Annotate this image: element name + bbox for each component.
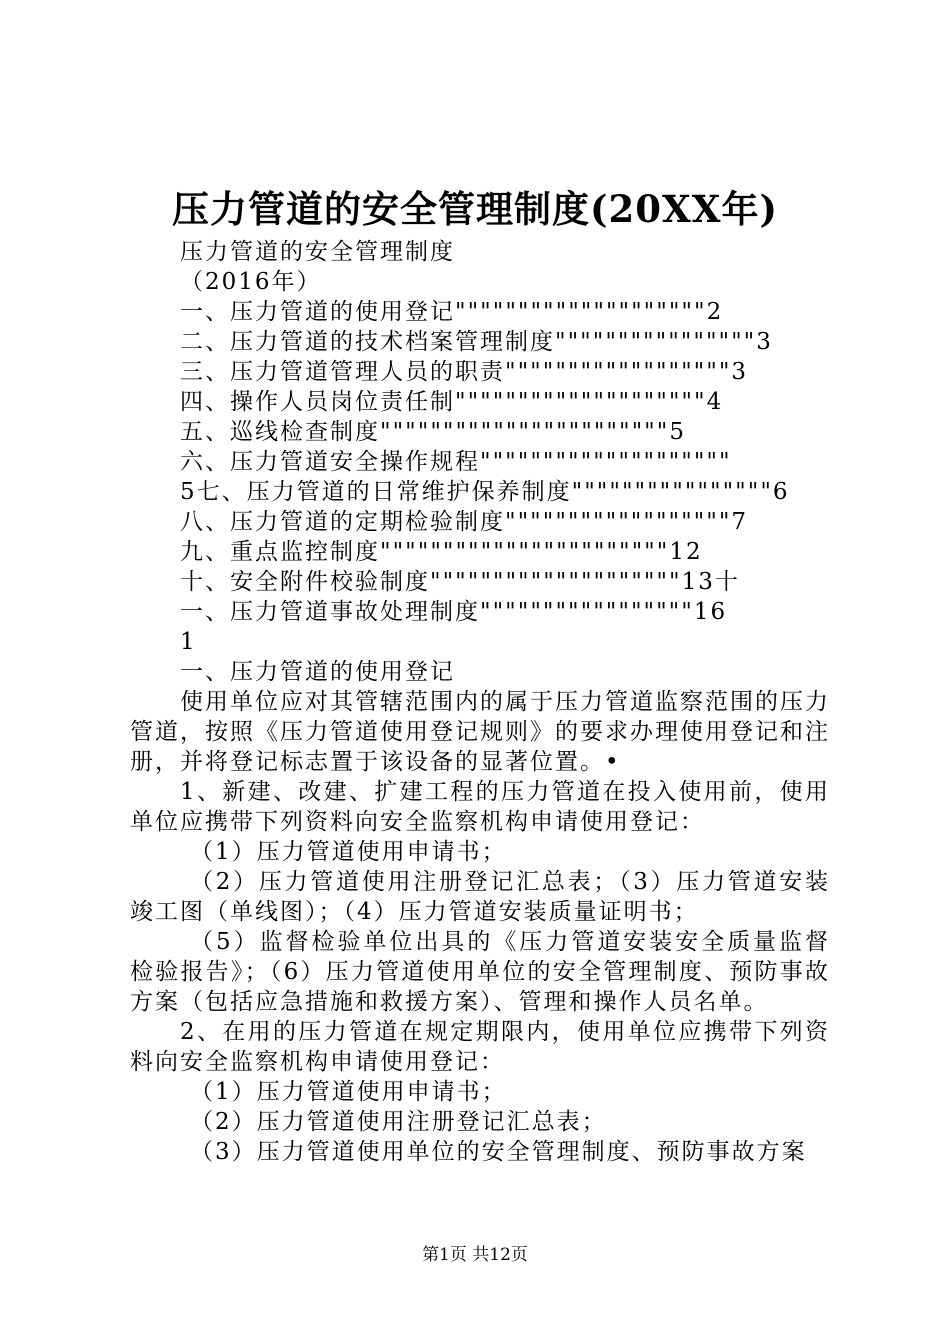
toc-item: 三、压力管道管理人员的职责""""""""""""""""""3 — [180, 359, 749, 385]
toc-item: 六、压力管道安全操作规程"""""""""""""""""""" — [180, 449, 732, 475]
document-subtitle: 压力管道的安全管理制度 — [180, 239, 455, 265]
list-item: （2）压力管道使用注册登记汇总表； — [190, 1109, 607, 1135]
toc-item: 二、压力管道的技术档案管理制度""""""""""""""""3 — [180, 329, 773, 355]
toc-item: 四、操作人员岗位责任制""""""""""""""""""""4 — [180, 389, 724, 415]
paragraph-in-use: 2、在用的压力管道在规定期限内，使用单位应携带下列资料向安全监察机构申请使用登记： — [130, 1019, 830, 1075]
toc-item: 八、压力管道的定期检验制度""""""""""""""""""7 — [180, 509, 749, 535]
page-footer: 第1页 共12页 — [422, 1245, 528, 1265]
list-item: （1）压力管道使用申请书； — [190, 839, 507, 865]
toc-item: 5七、压力管道的日常维护保养制度""""""""""""""""6 — [180, 479, 790, 505]
paragraph-intro: 使用单位应对其管辖范围内的属于压力管道监察范围的压力管道，按照《压力管道使用登记规则》的要求办理使用登记和注册，并将登记标志置于该设备的显著位置。• — [130, 689, 830, 775]
document-title: 压力管道的安全管理制度(20XX年) — [172, 187, 778, 231]
paragraph-new-construction: 1、新建、改建、扩建工程的压力管道在投入使用前，使用单位应携带下列资料向安全监察机构申请使用登记： — [130, 779, 830, 835]
toc-item: 一、压力管道事故处理制度"""""""""""""""""16 — [180, 599, 728, 625]
list-item: （1）压力管道使用申请书； — [190, 1079, 507, 1105]
table-of-contents — [130, 297, 830, 657]
section-heading: 一、压力管道的使用登记 — [180, 659, 455, 685]
list-item: （3）压力管道使用单位的安全管理制度、预防事故方案 — [190, 1139, 807, 1165]
toc-item: 五、巡线检查制度"""""""""""""""""""""""5 — [180, 419, 686, 445]
toc-item: 九、重点监控制度"""""""""""""""""""""""12 — [180, 539, 703, 565]
document-year: （2016年） — [180, 269, 322, 295]
toc-item: 十、安全附件校验制度""""""""""""""""""""13十 — [180, 569, 740, 595]
list-item: （5）监督检验单位出具的《压力管道安装安全质量监督检验报告》；（6）压力管道使用单位的安全管理制度、预防事故方案（包括应急措施和救援方案）、管理和操作人员名单。 — [130, 929, 830, 1015]
toc-item: 一、压力管道的使用登记""""""""""""""""""""2 — [180, 299, 724, 325]
toc-page-number: 1 — [180, 629, 197, 655]
document-body — [130, 237, 830, 1167]
list-item: （2）压力管道使用注册登记汇总表；（3）压力管道安装竣工图（单线图）；（4）压力管道安装质量证明书； — [130, 869, 830, 925]
